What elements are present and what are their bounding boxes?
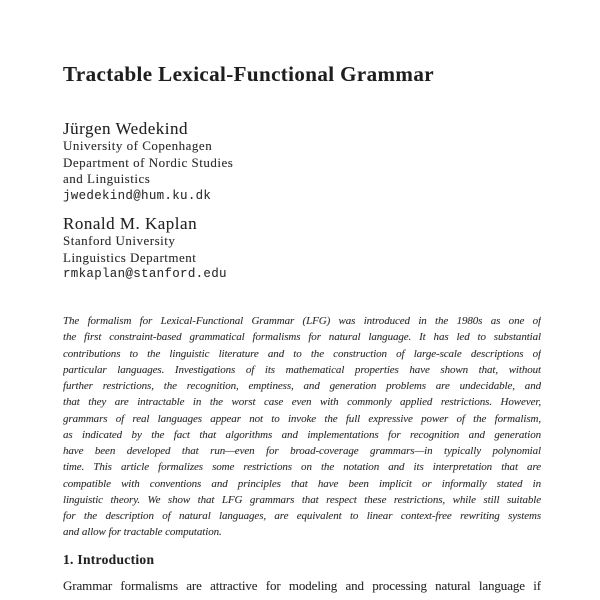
abstract (63, 313, 541, 541)
affiliation-line: Department of Nordic Studies (63, 154, 234, 170)
body-first-line: Grammar formalisms are attractive for modeling and processing natural language if (63, 578, 541, 593)
abstract-line: time. This article formalizes some restrictions on the notation and its interpretation that are (63, 461, 541, 474)
author-name: Jürgen Wedekind (63, 119, 188, 138)
abstract-line: grammars of real languages appear not to invoke the full expressive power of the formalism, (63, 412, 541, 425)
author-email: rmkaplan@stanford.edu (63, 267, 227, 281)
abstract-line: compatible with conventions and principles that have been implicit or informally stated in (63, 477, 541, 490)
author-block-wedekind (63, 119, 541, 205)
author-email: jwedekind@hum.ku.dk (63, 188, 212, 203)
abstract-line: as indicated by the fact that algorithms and implementations for recognition and generation (63, 428, 541, 441)
author-name: Ronald M. Kaplan (63, 214, 198, 233)
affiliation-line: University of Copenhagen (63, 138, 213, 153)
abstract-line: contributions to the linguistic literature and to the construction of large-scale descriptions of (63, 347, 541, 360)
abstract-line: particular languages. Investigations of its mathematical properties have shown that, without (63, 363, 541, 376)
section-heading-introduction: 1. Introduction (63, 552, 155, 567)
author-block-kaplan (63, 214, 541, 283)
abstract-line: and allow for tractable computation. (63, 526, 222, 539)
abstract-line: further restrictions, the recognition, emptiness, and generation problems are undecidable, and (63, 380, 541, 392)
affiliation-line: and Linguistics (63, 171, 151, 186)
affiliation-line: Stanford University (63, 233, 176, 248)
abstract-line: The formalism for Lexical-Functional Grammar (LFG) was introduced in the 1980s as one of (63, 315, 541, 327)
affiliation-line: Linguistics Department (63, 249, 197, 265)
abstract-line: linguistic theory. We show that LFG grammars that respect these restrictions, while still suitable (63, 493, 541, 506)
abstract-line: the first constraint-based grammatical formalisms for natural language. It has led to substantial (63, 331, 541, 344)
abstract-line: for the description of natural languages, are equivalent to linear context-free rewriting systems (63, 510, 541, 522)
abstract-line: have been developed that run—even for broad-coverage grammars—in typically polynomial (63, 445, 541, 457)
abstract-line: that they are intractable in the worst case even with commonly applied restrictions. However, (63, 396, 541, 409)
paper-title: Tractable Lexical-Functional Grammar (63, 62, 434, 86)
